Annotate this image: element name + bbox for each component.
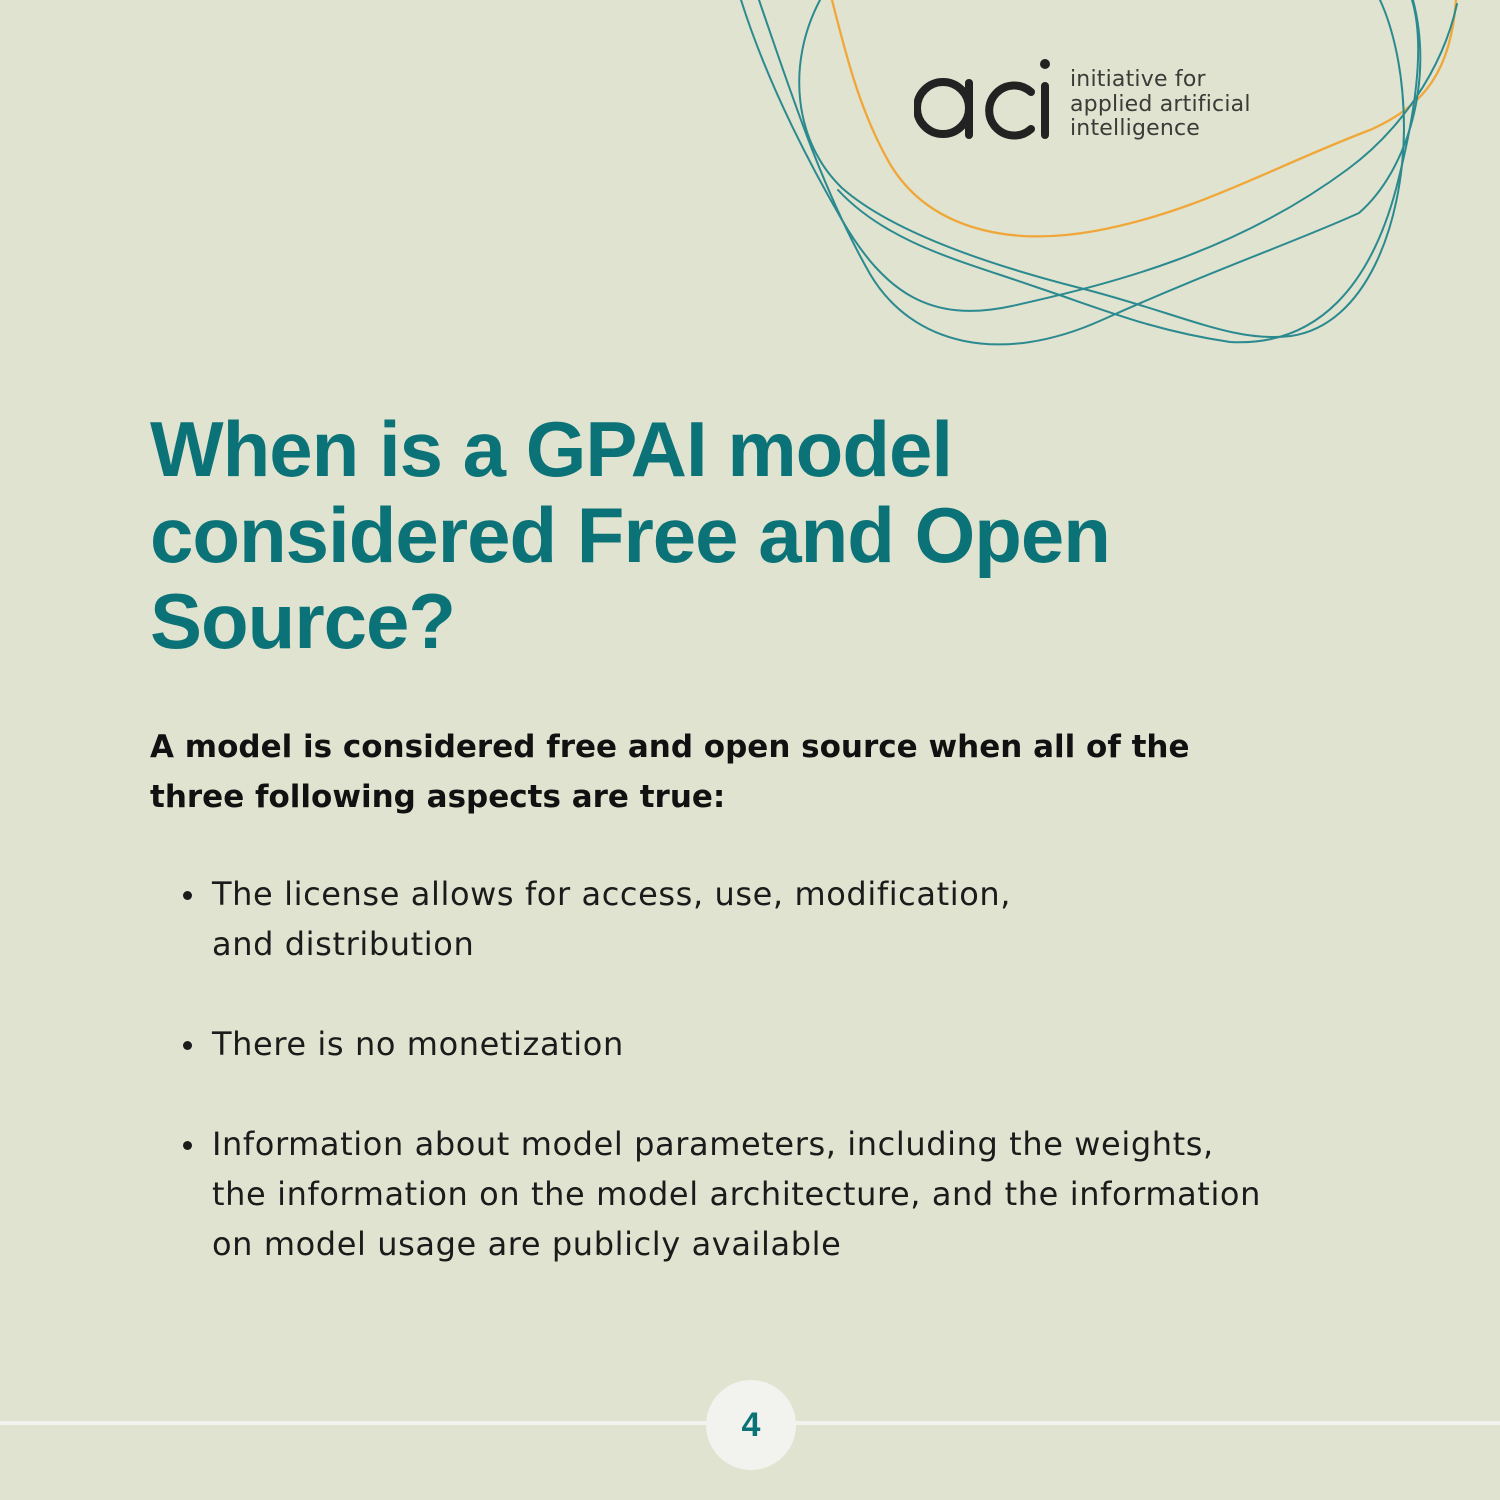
criteria-text <box>212 1119 1261 1269</box>
page-number-badge <box>706 1380 796 1470</box>
bullet-icon <box>183 1041 192 1050</box>
criteria-line: There is no monetization <box>212 1025 624 1063</box>
title-line: When is a GPAI model <box>150 405 953 493</box>
bullet-icon <box>183 1141 192 1150</box>
criteria-line: the information on the model architecture, and the information <box>212 1175 1261 1213</box>
logo-text-line: intelligence <box>1070 116 1201 141</box>
title-line: Source? <box>150 577 456 665</box>
criteria-text <box>212 1019 624 1069</box>
criteria-line: on model usage are publicly available <box>212 1225 842 1263</box>
intro-line: three following aspects are true: <box>150 779 726 815</box>
criteria-line: The license allows for access, use, modification, <box>212 875 1012 913</box>
title-line: considered Free and Open <box>150 491 1110 579</box>
criteria-line: and distribution <box>212 925 475 963</box>
intro-line: A model is considered free and open source when all of the <box>150 729 1190 765</box>
criteria-text <box>212 869 1011 969</box>
bullet-icon <box>183 891 192 900</box>
logo-text-line: applied artificial <box>1070 91 1251 117</box>
criteria-line: Information about model parameters, including the weights, <box>212 1125 1214 1163</box>
page-number: 4 <box>741 1406 761 1444</box>
logo-text-line: initiative for <box>1070 67 1206 92</box>
